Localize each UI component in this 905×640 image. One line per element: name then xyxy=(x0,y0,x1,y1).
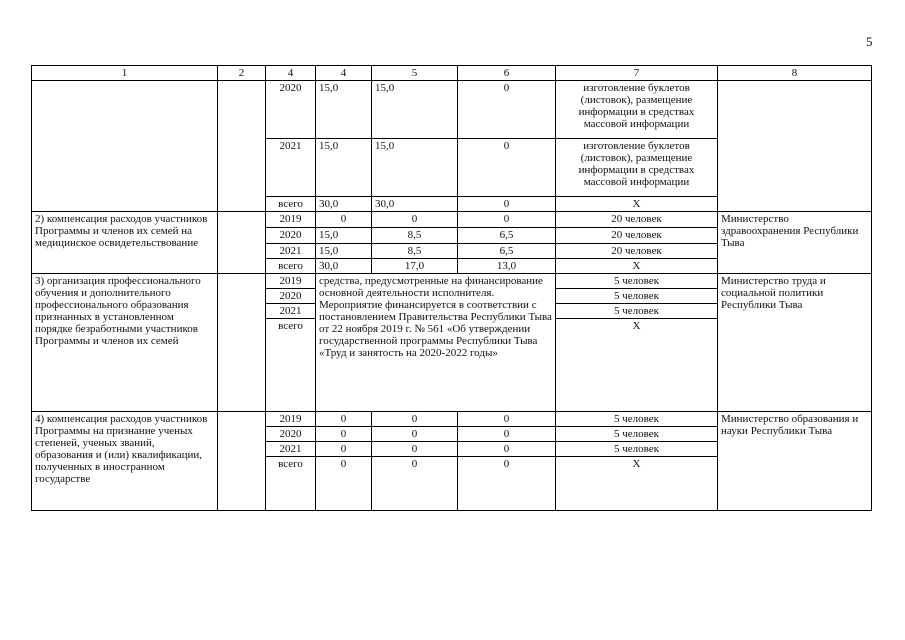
year-cell: 2021 xyxy=(266,304,316,319)
funding-note-cell: средства, предусмотренные на финансирование основной деятельности исполнителя. Мероприятие финансируется в соответствии с постановлением Правительства Республики Тыва от 22 ноября 2019 г. № 561 «Об утверждении государственной программы Республики Тыва «Труд и занятость на 2020-2022 годы» xyxy=(316,274,556,412)
responsible-cell: Министерство образования и науки Республики Тыва xyxy=(718,412,872,511)
table-row xyxy=(32,212,872,228)
result-cell: 20 человек xyxy=(556,228,718,244)
year-cell: всего xyxy=(266,457,316,511)
year-cell: 2020 xyxy=(266,427,316,442)
result-cell: Х xyxy=(556,457,718,511)
amount-cell: 8,5 xyxy=(372,244,458,259)
year-cell: 2021 xyxy=(266,244,316,259)
amount-cell: 15,0 xyxy=(316,139,372,197)
column-2-cell xyxy=(218,274,266,412)
amount-cell: 0 xyxy=(316,442,372,457)
amount-cell: 0 xyxy=(372,427,458,442)
amount-cell: 0 xyxy=(372,412,458,427)
amount-cell: 15,0 xyxy=(316,228,372,244)
result-cell: 5 человек xyxy=(556,427,718,442)
column-2-cell xyxy=(218,412,266,511)
amount-cell: 6,5 xyxy=(458,228,556,244)
column-header: 7 xyxy=(556,66,718,81)
amount-cell: 13,0 xyxy=(458,259,556,274)
column-header: 2 xyxy=(218,66,266,81)
result-cell: Х xyxy=(556,197,718,212)
amount-cell: 0 xyxy=(372,442,458,457)
activity-name-cell xyxy=(32,81,218,212)
result-cell: 5 человек xyxy=(556,442,718,457)
year-cell: 2021 xyxy=(266,139,316,197)
table-row xyxy=(32,274,872,289)
result-cell: Х xyxy=(556,319,718,412)
amount-cell: 0 xyxy=(316,427,372,442)
column-header: 5 xyxy=(372,66,458,81)
result-cell: 5 человек xyxy=(556,304,718,319)
result-cell: 5 человек xyxy=(556,289,718,304)
page-number: 5 xyxy=(866,34,873,49)
activity-name-cell: 2) компенсация расходов участников Программы и членов их семей на медицинское освидетельствование xyxy=(32,212,218,274)
year-cell: 2020 xyxy=(266,289,316,304)
amount-cell: 6,5 xyxy=(458,244,556,259)
result-cell: 5 человек xyxy=(556,412,718,427)
amount-cell: 15,0 xyxy=(316,244,372,259)
amount-cell: 30,0 xyxy=(316,197,372,212)
amount-cell: 0 xyxy=(372,457,458,511)
result-cell: Х xyxy=(556,259,718,274)
responsible-cell xyxy=(718,81,872,212)
column-header: 4 xyxy=(266,66,316,81)
column-2-cell xyxy=(218,212,266,274)
responsible-cell: Министерство труда и социальной политики Республики Тыва xyxy=(718,274,872,412)
column-header: 1 xyxy=(32,66,218,81)
amount-cell: 0 xyxy=(316,412,372,427)
amount-cell: 0 xyxy=(458,197,556,212)
amount-cell: 15,0 xyxy=(372,139,458,197)
amount-cell: 0 xyxy=(458,412,556,427)
column-number-header-row xyxy=(32,66,872,81)
amount-cell: 0 xyxy=(316,212,372,228)
table-row xyxy=(32,412,872,427)
year-cell: 2020 xyxy=(266,228,316,244)
amount-cell: 0 xyxy=(316,457,372,511)
result-cell: 20 человек xyxy=(556,244,718,259)
amount-cell: 17,0 xyxy=(372,259,458,274)
year-cell: 2019 xyxy=(266,412,316,427)
activity-name-cell: 4) компенсация расходов участников Программы на признание ученых степеней, ученых званий, образования и (или) квалификации, полученных в иностранном государстве xyxy=(32,412,218,511)
amount-cell: 15,0 xyxy=(372,81,458,139)
amount-cell: 0 xyxy=(458,457,556,511)
amount-cell: 0 xyxy=(372,212,458,228)
amount-cell: 30,0 xyxy=(372,197,458,212)
result-cell: изготовление буклетов (листовок), размещение информации в средствах массовой информации xyxy=(556,139,718,197)
amount-cell: 15,0 xyxy=(316,81,372,139)
amount-cell: 0 xyxy=(458,212,556,228)
responsible-cell: Министерство здравоохранения Республики Тыва xyxy=(718,212,872,274)
result-cell: 5 человек xyxy=(556,274,718,289)
year-cell: 2019 xyxy=(266,212,316,228)
column-header: 4 xyxy=(316,66,372,81)
result-cell: 20 человек xyxy=(556,212,718,228)
activity-name-cell: 3) организация профессионального обучения и дополнительного профессионального образования признанных в установленном порядке безработными участников Программы и членов их семей xyxy=(32,274,218,412)
amount-cell: 0 xyxy=(458,81,556,139)
amount-cell: 0 xyxy=(458,442,556,457)
year-cell: 2020 xyxy=(266,81,316,139)
column-2-cell xyxy=(218,81,266,212)
amount-cell: 0 xyxy=(458,139,556,197)
year-cell: всего xyxy=(266,319,316,412)
result-cell: изготовление буклетов (листовок), размещение информации в средствах массовой информации xyxy=(556,81,718,139)
year-cell: 2021 xyxy=(266,442,316,457)
program-activities-table xyxy=(31,65,872,511)
amount-cell: 0 xyxy=(458,427,556,442)
amount-cell: 30,0 xyxy=(316,259,372,274)
column-header: 8 xyxy=(718,66,872,81)
amount-cell: 8,5 xyxy=(372,228,458,244)
year-cell: всего xyxy=(266,259,316,274)
year-cell: 2019 xyxy=(266,274,316,289)
table-row xyxy=(32,81,872,139)
column-header: 6 xyxy=(458,66,556,81)
year-cell: всего xyxy=(266,197,316,212)
